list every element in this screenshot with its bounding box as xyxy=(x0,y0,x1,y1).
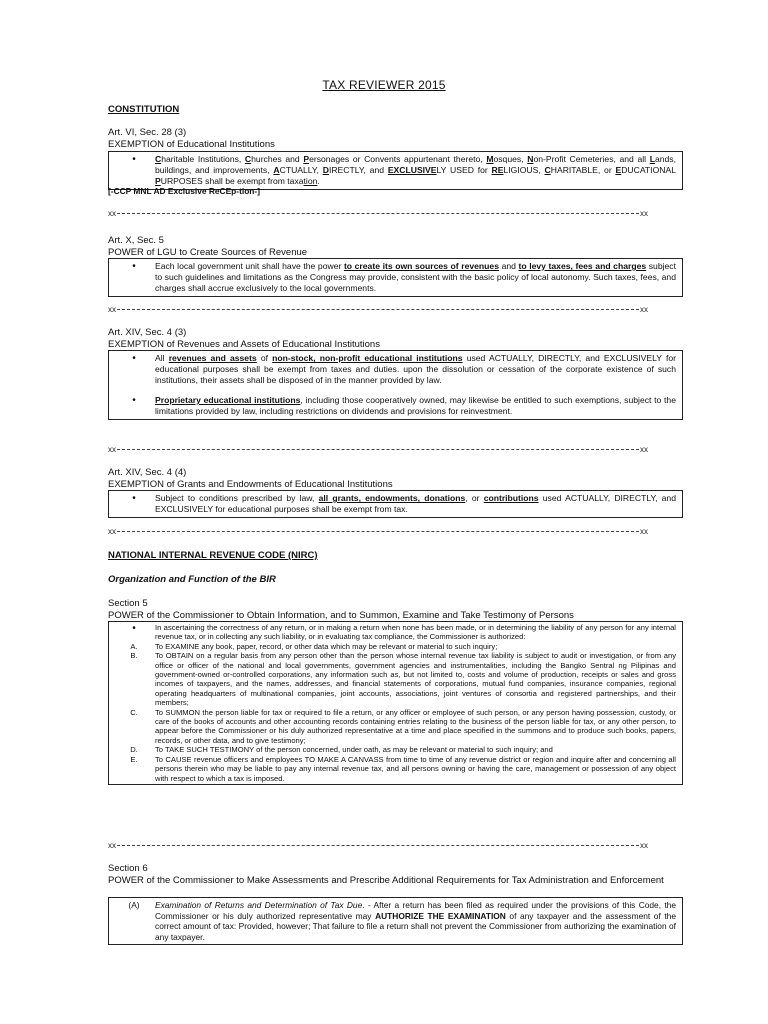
section-separator: xx xx xyxy=(108,527,648,536)
article-topic: EXEMPTION of Grants and Endowments of Educational Institutions xyxy=(108,478,393,490)
document-title: TAX REVIEWER 2015 xyxy=(322,78,446,92)
list-item xyxy=(113,261,676,294)
provision-box xyxy=(108,258,683,297)
provision-title: Examination of Returns and Determination of Tax Due xyxy=(155,900,363,910)
section-topic: POWER of the Commissioner to Make Assessments and Prescribe Additional Requirements for Tax Administration and Enforcement xyxy=(108,874,664,886)
section-header xyxy=(108,598,574,621)
section-heading-nirc: NATIONAL INTERNAL REVENUE CODE (NIRC) xyxy=(108,550,318,561)
bullet-icon: • xyxy=(132,154,136,165)
article-header xyxy=(108,467,393,490)
provision-text: All revenues and assets of non-stock, non-profit educational institutions used ACTUALLY, DIRECTLY, and EXCLUSIVELY for educational purposes shall be exempt from taxes and duties. upon the dissolution or cessation of the corporate existence of such institutions, their assets shall be disposed of in the manner provided by law. xyxy=(155,353,676,385)
list-item xyxy=(113,623,676,642)
article-ref: Art. X, Sec. 5 xyxy=(108,235,164,246)
item-marker: (A) xyxy=(128,900,140,910)
bullet-icon: • xyxy=(132,623,136,634)
item-marker: E. xyxy=(130,754,138,764)
provision-text: To SUMMON the person liable for tax or required to file a return, or any officer or employee of such person, or any person having possession, custody, or care of the books of accounts and other accounting records containing entries relating to the business of the person liable for tax, or any other person, to appear before the Commissioner or his duly authorized representative at a time and place specified in the summons and to produce such books, papers, records, or other data, and to give testimony; xyxy=(155,707,676,745)
section-separator: xx xx xyxy=(108,841,648,850)
list-item xyxy=(113,651,676,707)
section-header xyxy=(108,863,664,886)
article-header xyxy=(108,327,380,350)
list-item xyxy=(113,493,676,515)
item-marker: A. xyxy=(130,641,138,651)
provision-text: To CAUSE revenue officers and employees TO MAKE A CANVASS from time to time of any revenue district or region and inquire after and concerning all persons therein who may be liable to pay any internal revenue tax, and all persons owning or having the care, management or possession of any object with respect to which a tax is imposed. xyxy=(155,754,676,783)
article-header xyxy=(108,235,307,258)
list-item xyxy=(113,900,676,942)
article-ref: Art. VI, Sec. 28 (3) xyxy=(108,127,187,138)
list-item xyxy=(113,755,676,783)
provision-text: Each local government unit shall have the power to create its own sources of revenues and to levy taxes, fees and charges subject to such guidelines and limitations as the Congress may provide, consistent with the basic policy of local autonomy. Such taxes, fees, and charges shall accrue exclusively to the local governments. xyxy=(155,261,676,293)
section-separator: xx xx xyxy=(108,305,648,314)
provision-text: Charitable Institutions, Churches and Personages or Convents appurtenant thereto, Mosques, Non-Profit Cemeteries, and all Lands, buildings, and improvements, ACTUALLY, DIRECTLY, and EXCLUSIVELY USED for RELIGIOUS, CHARITABLE, or EDUCATIONAL PURPOSES shall be exempt from taxation. xyxy=(155,154,676,186)
provision-text: To TAKE SUCH TESTIMONY of the person concerned, under oath, as may be relevant or material to such inquiry; and xyxy=(155,745,553,755)
mnemonic-note: [-CCP MNL AD Exclusive ReCEp-tion-] xyxy=(108,186,261,196)
list-item xyxy=(113,154,676,187)
provision-text: Subject to conditions prescribed by law, all grants, endowments, donations, or contributions used ACTUALLY, DIRECTLY, and EXCLUSIVELY for educational purposes shall be exempt from tax. xyxy=(155,493,676,514)
bullet-icon: • xyxy=(132,261,136,272)
list-item xyxy=(113,642,676,651)
section-ref: Section 5 xyxy=(108,598,148,609)
bullet-icon: • xyxy=(132,395,136,406)
list-item xyxy=(113,708,676,746)
item-marker: D. xyxy=(130,745,138,755)
provision-box xyxy=(108,151,683,190)
section-heading-constitution: CONSTITUTION xyxy=(108,104,180,115)
list-item xyxy=(113,395,676,417)
item-marker: C. xyxy=(130,707,138,717)
article-ref: Art. XIV, Sec. 4 (3) xyxy=(108,327,187,338)
article-topic: POWER of LGU to Create Sources of Revenue xyxy=(108,246,308,258)
provision-box xyxy=(108,621,683,785)
provision-text: Examination of Returns and Determination of Tax Due. - After a return has been filed as required under the provisions of this Code, the Commissioner or his duly authorized representative may AUTHORIZE THE EXAMINATION of any taxpayer and the assessment of the correct amount of tax: Provided, however; That failure to file a return shall not prevent the Commissioner from authorizing the examination of any taxpayer. xyxy=(155,900,676,942)
provision-text: To EXAMINE any book, paper, record, or other data which may be relevant or material to such inquiry; xyxy=(155,641,498,651)
article-header xyxy=(108,127,275,150)
provision-text: Proprietary educational institutions, including those cooperatively owned, may likewise be entitled to such exemptions, subject to the limitations provided by law, including restrictions on dividends and provisions for reinvestment. xyxy=(155,395,676,416)
section-topic: POWER of the Commissioner to Obtain Information, and to Summon, Examine and Take Testimony of Persons xyxy=(108,609,574,621)
bullet-icon: • xyxy=(132,353,136,364)
list-item xyxy=(113,353,676,386)
article-topic: EXEMPTION of Educational Institutions xyxy=(108,138,275,150)
section-ref: Section 6 xyxy=(108,863,148,874)
provision-text: To OBTAIN on a regular basis from any person other than the person whose internal revenue tax liability is subject to audit or investigation, or from any office or officer of the national and local governments, government agencies and instrumentalities, including the Bangko Sentral ng Pilipinas and government-owned or-controlled corporations, any information such as, but not limited to, costs and volume of production, receipts or sales and gross incomes of taxpayers, and the names, addresses, and financial statements of corporations, mutual fund companies, insurance companies, regional operating headquarters of multinational companies, joint accounts, associations, joint ventures of consortia and registered partnerships, and their members; xyxy=(155,651,676,708)
article-ref: Art. XIV, Sec. 4 (4) xyxy=(108,467,187,478)
provision-text: In ascertaining the correctness of any return, or in making a return when none has been made, or in determining the liability of any person for any internal revenue tax, or in collecting any such liability, or in evaluating tax compliance, the Commissioner is authorized: xyxy=(155,623,676,642)
subheading: Organization and Function of the BIR xyxy=(108,574,276,585)
list-item xyxy=(113,745,676,754)
provision-box xyxy=(108,490,683,518)
provision-box xyxy=(108,350,683,420)
article-topic: EXEMPTION of Revenues and Assets of Educational Institutions xyxy=(108,338,380,350)
item-marker: B. xyxy=(130,651,138,661)
section-separator: xx xx xyxy=(108,445,648,454)
section-separator: xx xx xyxy=(108,209,648,218)
provision-box xyxy=(108,897,683,945)
bullet-icon: • xyxy=(132,493,136,504)
